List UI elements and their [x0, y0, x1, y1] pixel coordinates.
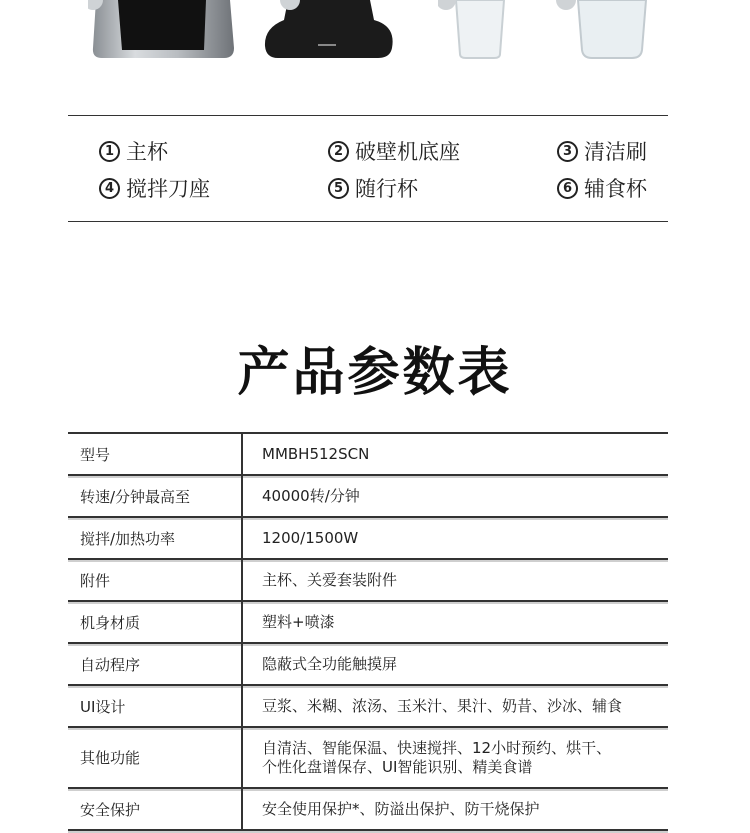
travel-cup-image: [438, 0, 518, 62]
spec-label: 自动程序: [68, 644, 243, 684]
spec-value: [243, 602, 668, 642]
part-item: [557, 136, 647, 166]
number-badge: 1: [99, 141, 120, 162]
spec-label: 转速/分钟最高至: [68, 476, 243, 516]
table-row: [68, 728, 668, 789]
part-item: [99, 173, 210, 203]
spec-label: UI设计: [68, 686, 243, 726]
spec-value: [243, 686, 668, 726]
spec-label: 其他功能: [68, 728, 243, 787]
part-label: 主杯: [126, 140, 168, 164]
spec-value-text: 1200/1500W: [262, 528, 359, 547]
part-label: 搅拌刀座: [126, 177, 210, 201]
spec-value: [243, 789, 668, 829]
table-row: [68, 789, 668, 831]
spec-label: 附件: [68, 560, 243, 600]
number-badge: 3: [557, 141, 578, 162]
spec-value: [243, 560, 668, 600]
spec-value-text: 隐蔽式全功能触摸屏: [262, 654, 398, 673]
parts-list: [68, 115, 668, 222]
part-item: [328, 136, 460, 166]
table-row: [68, 686, 668, 728]
spec-value-text: 豆浆、米糊、浓汤、玉米汁、果汁、奶昔、沙冰、辅食: [262, 696, 623, 715]
number-badge: 6: [557, 178, 578, 199]
spec-table: [68, 432, 668, 831]
number-badge: 5: [328, 178, 349, 199]
table-row: [68, 602, 668, 644]
spec-value-text: 40000转/分钟: [262, 486, 360, 505]
spec-value-text: MMBH512SCN: [262, 444, 370, 463]
spec-value: [243, 476, 668, 516]
spec-value: [243, 644, 668, 684]
table-row: [68, 434, 668, 476]
number-badge: 4: [99, 178, 120, 199]
spec-value-text: 自清洁、智能保温、快速搅拌、12小时预约、烘干、: [262, 738, 612, 757]
part-item: [99, 136, 168, 166]
spec-label: 机身材质: [68, 602, 243, 642]
blender-base-image: [262, 0, 396, 62]
part-item: [328, 173, 418, 203]
spec-label: 搅拌/加热功率: [68, 518, 243, 558]
table-row: [68, 560, 668, 602]
part-label: 随行杯: [355, 177, 418, 201]
part-label: 破壁机底座: [355, 140, 460, 164]
table-row: [68, 644, 668, 686]
spec-value-text: 主杯、关爱套装附件: [262, 570, 398, 589]
spec-value: [243, 728, 668, 787]
spec-value-text: 塑料+喷漆: [262, 612, 335, 631]
part-label: 清洁刷: [584, 140, 647, 164]
spec-value: [243, 434, 668, 474]
number-badge: 2: [328, 141, 349, 162]
baby-food-cup-image: [556, 0, 656, 62]
main-jug-image: [88, 0, 238, 62]
spec-label: 安全保护: [68, 789, 243, 829]
product-images: [0, 0, 750, 70]
spec-table-heading: 产品参数表: [237, 343, 513, 403]
spec-value: [243, 518, 668, 558]
spec-value-text-line2: 个性化盘谱保存、UI智能识别、精美食谱: [262, 757, 533, 776]
table-row: [68, 518, 668, 560]
table-row: [68, 476, 668, 518]
part-label: 辅食杯: [584, 177, 647, 201]
spec-label: 型号: [68, 434, 243, 474]
part-item: [557, 173, 647, 203]
spec-value-text: 安全使用保护*、防溢出保护、防干烧保护: [262, 799, 540, 818]
